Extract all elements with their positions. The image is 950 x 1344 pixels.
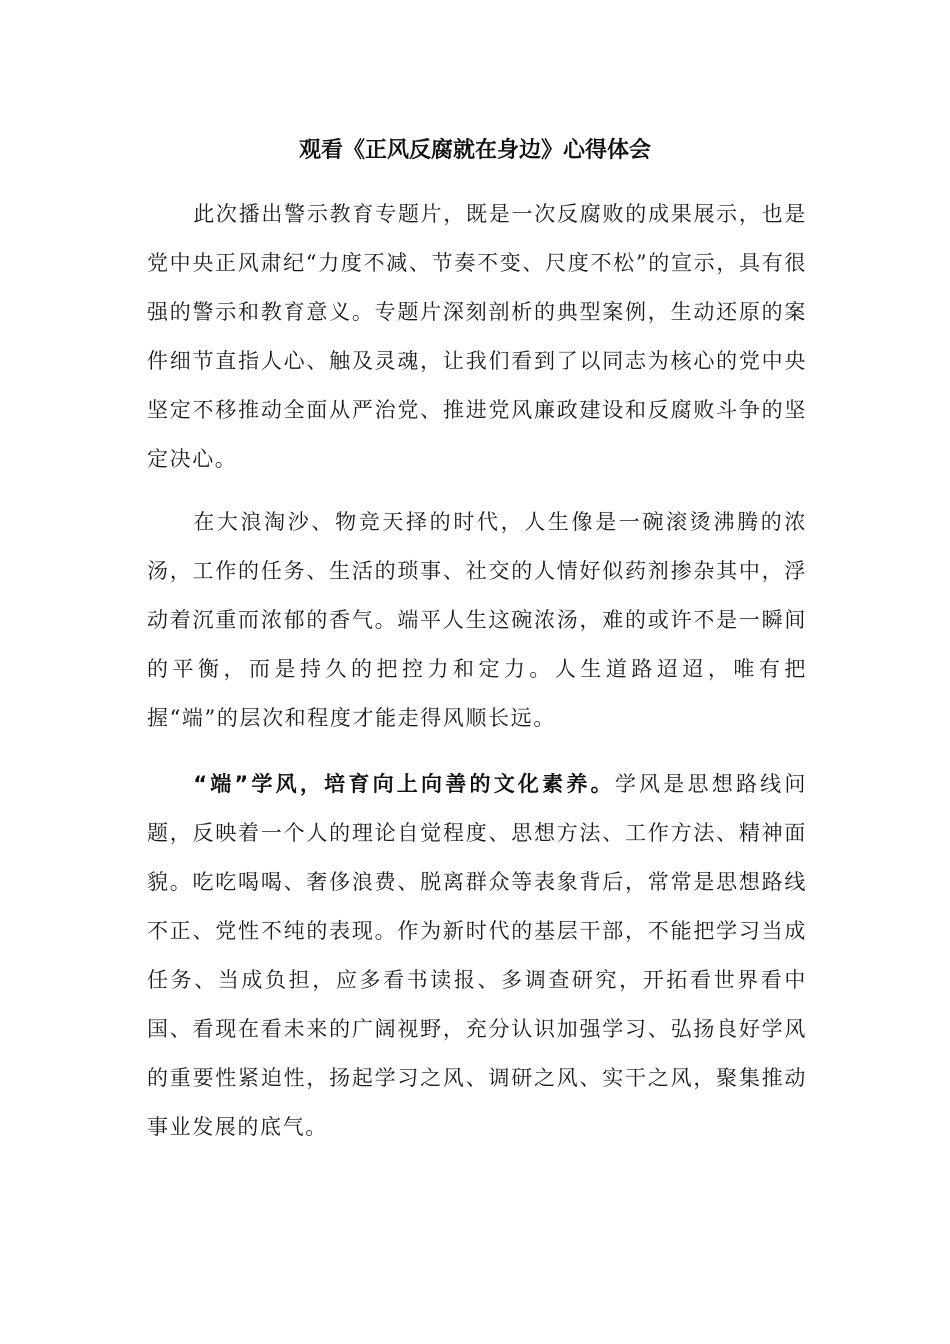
- paragraph-2: [147, 498, 807, 743]
- paragraph-3-lead: “端”学风，培育向上向善的文化素养。: [193, 772, 615, 796]
- paragraph-3: [147, 760, 807, 1152]
- paragraph-1-text: 此次播出警示教育专题片，既是一次反腐败的成果展示，也是党中央正风肃纪“力度不减、节奏不变、尺度不松”的宣示，具有很强的警示和教育意义。专题片深刻剖析的典型案例，生动还原的案件细节直指人心、触及灵魂，让我们看到了以同志为核心的党中央坚定不移推动全面从严治党、推进党风廉政建设和反腐败斗争的坚定决心。: [147, 202, 807, 471]
- paragraph-1: [147, 190, 807, 484]
- paragraph-3-text: 学风是思想路线问题，反映着一个人的理论自觉程度、思想方法、工作方法、精神面貌。吃吃喝喝、奢侈浪费、脱离群众等表象背后，常常是思想路线不正、党性不纯的表现。作为新时代的基层干部，不能把学习当成任务、当成负担，应多看书读报、多调查研究，开拓看世界看中国、看现在看未来的广阔视野，充分认识加强学习、弘扬良好学风的重要性紧迫性，扬起学习之风、调研之风、实干之风，聚集推动事业发展的底气。: [147, 772, 807, 1139]
- paragraph-2-text: 在大浪淘沙、物竞天择的时代，人生像是一碗滚烫沸腾的浓汤，工作的任务、生活的琐事、社交的人情好似药剂掺杂其中，浮动着沉重而浓郁的香气。端平人生这碗浓汤，难的或许不是一瞬间的平衡，而是持久的把控力和定力。人生道路迢迢，唯有把握“端”的层次和程度才能走得风顺长远。: [147, 510, 807, 730]
- document-title: 观看《正风反腐就在身边》心得体会: [298, 138, 651, 163]
